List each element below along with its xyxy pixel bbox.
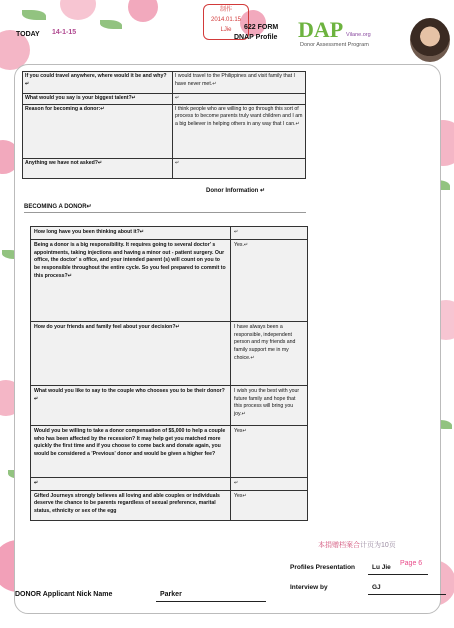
answer-cell: Yes↵ [231,490,308,520]
stamp-date: 2014.01.15 [210,17,242,23]
form-title: 622 FORM [244,24,279,31]
question-cell: Gifted Journeys strongly believes all loving and able couples or individuals deserve the chance to be parents regardless of sexual preference, marital status, ethnicity or sex of the egg [31,490,231,520]
logo-subtitle: Donor Assessment Program [300,42,369,48]
donor-photo [410,18,450,62]
section-divider [24,212,306,213]
watermark-gray-text: 计页为10页 [360,542,396,549]
today-label: TODAY [16,31,40,38]
answer-cell: I wish you the best with your future family and hope that this process will bring you joy.↵ [231,385,308,425]
page-number: Page 6 [400,560,423,567]
table-row [31,239,308,321]
questions-top-table [22,71,306,179]
question-cell: If you could travel anywhere, where would it be and why?↵ [23,72,173,94]
presentation-underline [368,574,428,575]
today-value: 14-1-15 [52,29,77,36]
table-row [31,477,308,490]
table-row [23,94,306,105]
table-row [23,104,306,158]
nick-name-underline [156,601,266,602]
interview-underline [368,594,446,595]
answer-cell: ↵ [231,477,308,490]
table-row [31,227,308,240]
question-cell: Anything we have not asked?↵ [23,158,173,178]
answer-cell: I have always been a responsible, independent person and my friends and family support me in my choice.↵ [231,321,308,385]
header [0,0,454,62]
answer-cell: Yes.↵ [231,239,308,321]
becoming-donor-table [30,226,308,521]
donor-information-heading: Donor Information ↵ [206,188,266,194]
profile-title: DNAP Profile [234,34,278,41]
interview-label: Interview by [290,584,328,591]
answer-cell: I would travel to the Philippines and visit family that I have never met.↵ [173,72,306,94]
table-row [23,158,306,178]
answer-cell: ↵ [173,94,306,105]
page-count-watermark [318,540,396,550]
question-cell: Being a donor is a big responsibility. It requires going to several doctor' s appointments, taking injections and having a minor out - patient surgery. Our office, the doctor' s office, and your intended parent (s) will count on you to be responsible throughout the entire cycle. So you feel prepared to commit to this process?↵ [31,239,231,321]
stamp-top: 制作 [219,7,232,13]
answer-cell: Yes↵ [231,425,308,477]
question-cell: What would you say is your biggest talent?↵ [23,94,173,105]
question-cell: How long have you been thinking about it?↵ [31,227,231,240]
answer-cell: I think people who are willing to go through this sort of process to become parents truly want children and I am a big believer in helping others in any way that I can.↵ [173,104,306,158]
answer-cell: ↵ [173,158,306,178]
table-row [31,425,308,477]
logo-domain: Vilane.org [346,32,371,38]
table-row [23,72,306,94]
presentation-value: Lu Jie [372,564,391,571]
question-cell: What would you like to say to the couple who chooses you to be their donor?↵ [31,385,231,425]
logo-main: DAP [298,17,344,42]
section-title: BECOMING A DONOR↵ [24,204,92,210]
watermark-red-text: 本捐赠档案合 [318,542,360,549]
presentation-label: Profiles Presentation [290,564,356,571]
table-row [31,321,308,385]
question-cell: Would you be willing to take a donor compensation of $5,000 to help a couple who has been affected by the recession? It may help get you matched more quickly the first time and if you choose to come back and donate again, you would be considered a 'Previous' donor and would be given a higher fee? [31,425,231,477]
nick-name-value: Parker [160,591,182,598]
table-row [31,490,308,520]
interview-value: GJ [372,584,381,591]
question-cell: ↵ [31,477,231,490]
answer-cell: ↵ [231,227,308,240]
table-row [31,385,308,425]
nick-name-label: DONOR Applicant Nick Name [15,591,113,598]
question-cell: How do your friends and family feel about your decision?↵ [31,321,231,385]
question-cell: Reason for becoming a donor:↵ [23,104,173,158]
stamp-name: LJie [220,27,232,33]
